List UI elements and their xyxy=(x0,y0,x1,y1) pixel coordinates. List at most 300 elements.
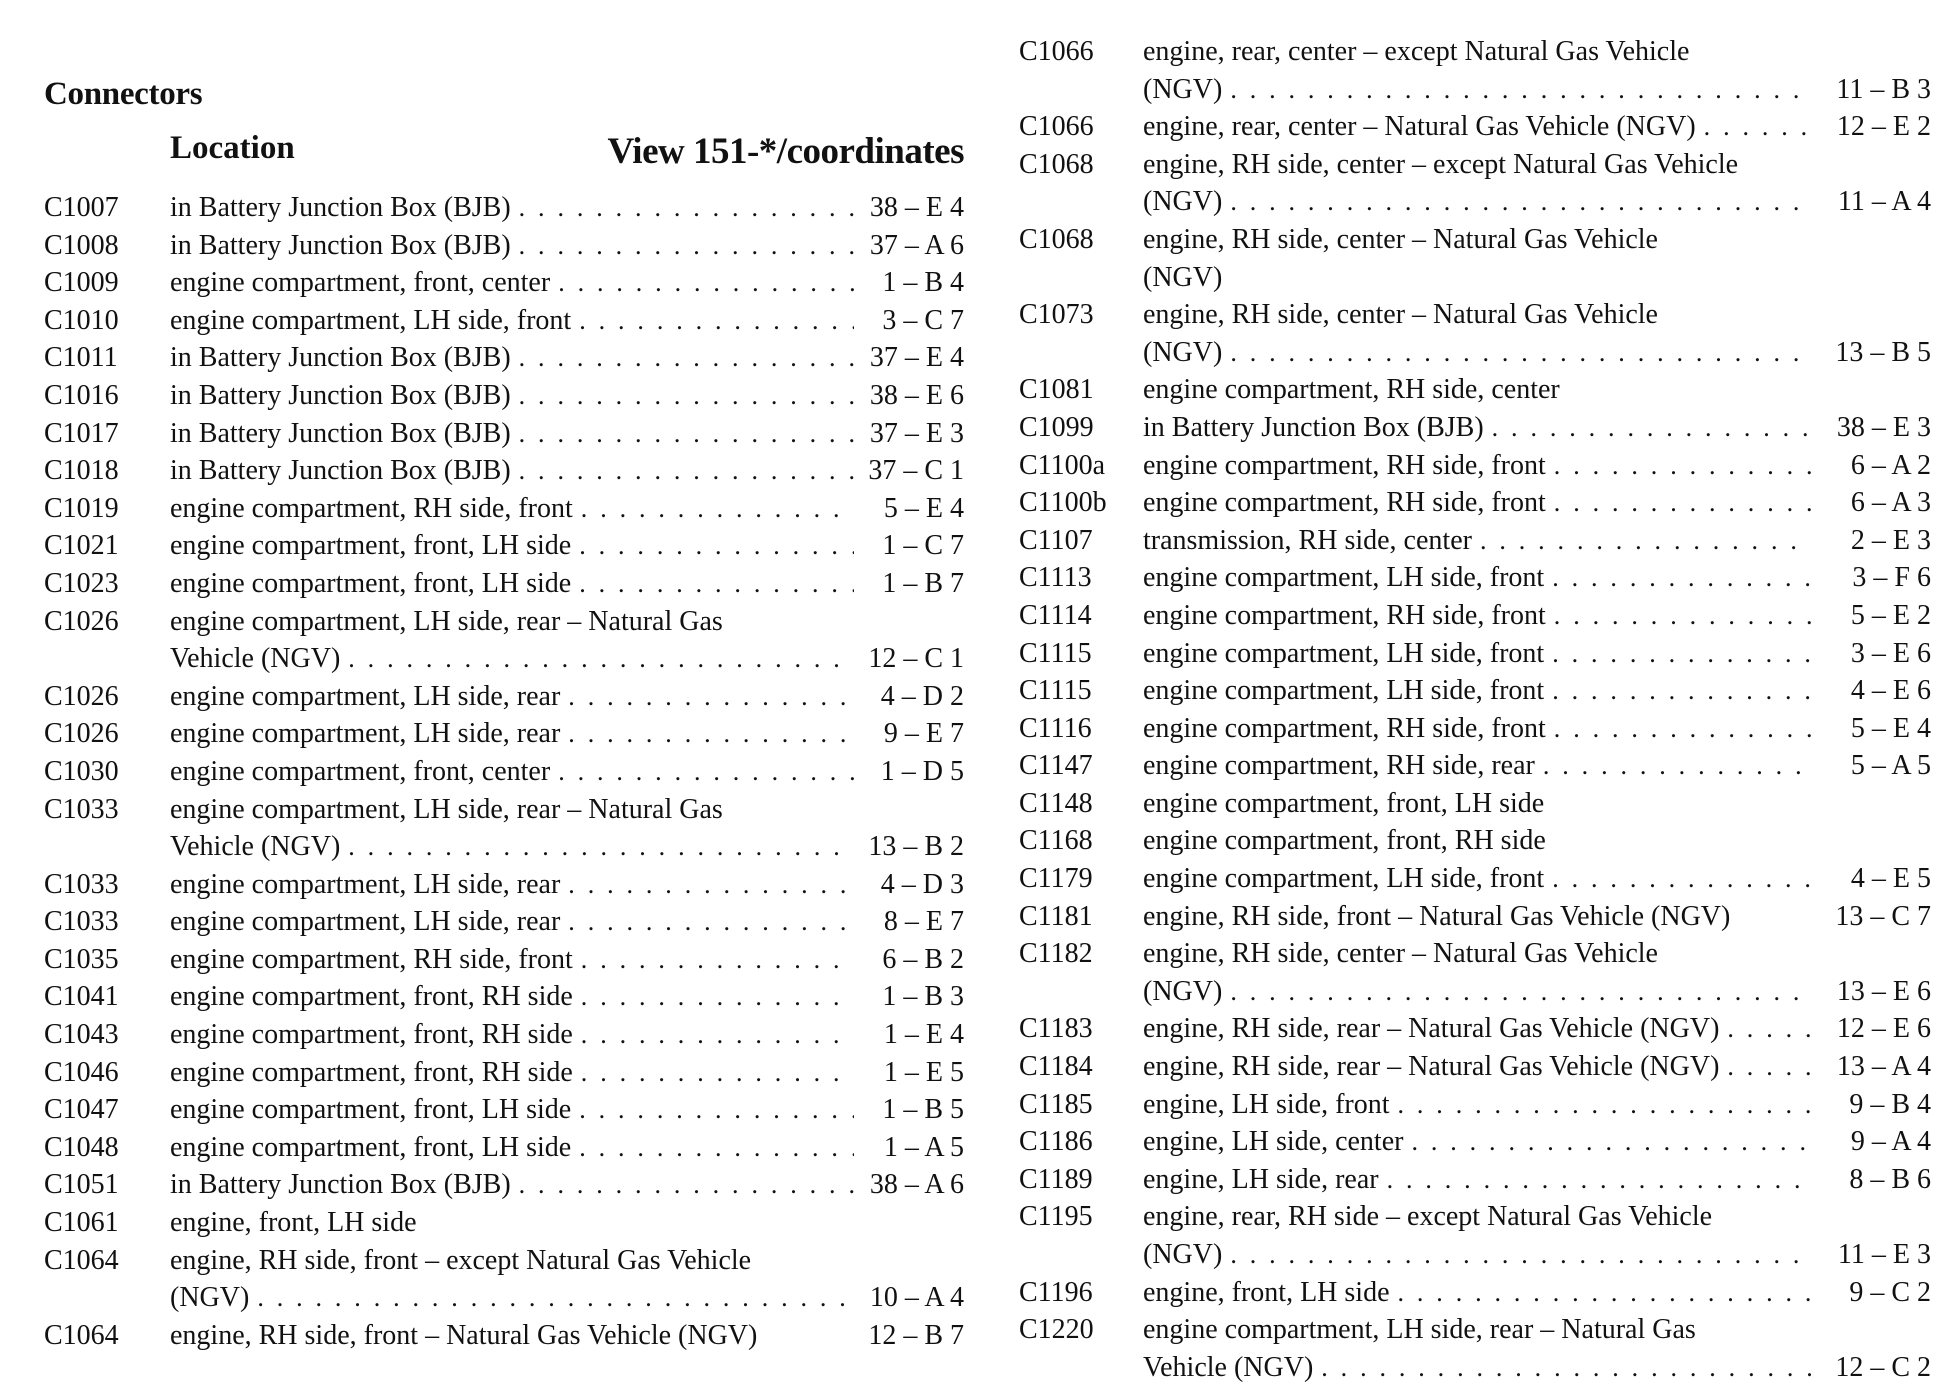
connector-location: engine compartment, front, center xyxy=(170,755,551,787)
connector-location: engine compartment, front, center xyxy=(170,267,551,299)
dot-leader xyxy=(1554,597,1811,635)
connector-coordinates: 5 – E 4 xyxy=(1850,712,1931,744)
connector-entry xyxy=(1019,710,1931,748)
connector-entry xyxy=(44,527,964,565)
connector-id: C1081 xyxy=(1019,374,1094,406)
connector-id: C1068 xyxy=(1019,223,1094,255)
dot-leader xyxy=(1727,1010,1811,1048)
dot-leader xyxy=(568,903,854,941)
dot-leader xyxy=(568,866,854,904)
connector-coordinates: 6 – A 3 xyxy=(1850,487,1931,519)
dot-leader xyxy=(1230,183,1811,221)
connector-location: engine compartment, front, LH side xyxy=(170,1131,572,1163)
connector-location: engine compartment, front, RH side xyxy=(170,1056,573,1088)
connector-id: C1026 xyxy=(44,680,119,712)
dot-leader xyxy=(1411,1123,1811,1161)
connector-location: engine compartment, RH side, front xyxy=(1143,712,1546,744)
connector-coordinates: 9 – A 4 xyxy=(1850,1126,1931,1158)
connector-id: C1064 xyxy=(44,1319,119,1351)
connector-id: C1196 xyxy=(1019,1276,1093,1308)
connector-location: engine, front, LH side xyxy=(1143,1276,1390,1308)
dot-leader xyxy=(348,640,854,678)
dot-leader xyxy=(1552,635,1811,673)
dot-leader xyxy=(1552,672,1811,710)
entry-line xyxy=(1019,484,1931,522)
connector-entry xyxy=(1019,484,1931,522)
connector-coordinates: 1 – B 4 xyxy=(882,267,964,299)
dot-leader xyxy=(579,302,854,340)
connector-location-continued: Vehicle (NGV) xyxy=(170,643,341,675)
connector-entry xyxy=(1019,221,1931,296)
entry-line xyxy=(44,189,964,227)
entry-line xyxy=(1019,635,1931,673)
connector-coordinates: 38 – A 6 xyxy=(869,1169,964,1201)
dot-leader xyxy=(1321,1349,1811,1387)
dot-leader xyxy=(519,415,854,453)
connector-id: C1182 xyxy=(1019,938,1093,970)
entry-line-continued xyxy=(1019,1349,1931,1387)
connector-location: in Battery Junction Box (BJB) xyxy=(170,229,511,261)
connector-location: engine compartment, LH side, front xyxy=(1143,562,1545,594)
connector-location: engine compartment, LH side, rear xyxy=(170,906,561,938)
connector-coordinates: 12 – E 2 xyxy=(1836,111,1931,143)
connector-coordinates: 13 – A 4 xyxy=(1836,1051,1931,1083)
connector-location: engine compartment, LH side, rear xyxy=(170,868,561,900)
connector-entry xyxy=(1019,447,1931,485)
entry-line xyxy=(1019,1086,1931,1124)
dot-leader xyxy=(1727,1048,1811,1086)
connector-entry xyxy=(44,339,964,377)
dot-leader xyxy=(519,1166,854,1204)
connector-location: in Battery Junction Box (BJB) xyxy=(170,342,511,374)
entry-line xyxy=(1019,108,1931,146)
connector-location: engine, LH side, front xyxy=(1143,1088,1390,1120)
connector-coordinates: 1 – D 5 xyxy=(880,755,964,787)
connector-entry xyxy=(1019,1161,1931,1199)
entry-line xyxy=(1019,559,1931,597)
connector-entry xyxy=(1019,371,1931,409)
connector-id: C1033 xyxy=(44,868,119,900)
entry-line xyxy=(44,978,964,1016)
dot-leader xyxy=(1554,484,1811,522)
connector-location-continued: (NGV) xyxy=(1143,336,1223,368)
connector-entry xyxy=(44,1204,964,1242)
connector-location: in Battery Junction Box (BJB) xyxy=(170,379,511,411)
connector-id: C1043 xyxy=(44,1019,119,1051)
connector-coordinates: 1 – E 5 xyxy=(883,1056,964,1088)
entry-line xyxy=(1019,935,1931,973)
connector-id: C1220 xyxy=(1019,1314,1094,1346)
entry-line xyxy=(44,941,964,979)
connector-location: in Battery Junction Box (BJB) xyxy=(170,417,511,449)
entry-line xyxy=(1019,1311,1931,1349)
connector-location: engine compartment, RH side, front xyxy=(1143,449,1546,481)
dot-leader xyxy=(1230,973,1811,1011)
connector-coordinates: 37 – A 6 xyxy=(869,229,964,261)
entry-line xyxy=(44,1054,964,1092)
connector-id: C1147 xyxy=(1019,750,1093,782)
entry-line xyxy=(44,452,964,490)
connector-entry xyxy=(44,903,964,941)
dot-leader xyxy=(1492,409,1811,447)
connector-id: C1107 xyxy=(1019,524,1093,556)
connector-location: engine compartment, LH side, rear – Natural Gas xyxy=(1143,1314,1696,1346)
connector-coordinates: 6 – A 2 xyxy=(1850,449,1931,481)
entry-line xyxy=(1019,1274,1931,1312)
connector-id: C1185 xyxy=(1019,1088,1093,1120)
connector-entry xyxy=(1019,296,1931,371)
entry-line xyxy=(44,527,964,565)
connector-entry xyxy=(44,227,964,265)
connector-id: C1019 xyxy=(44,492,119,524)
connector-location: engine, RH side, front – Natural Gas Vehicle (NGV) xyxy=(1143,900,1731,932)
dot-leader xyxy=(579,565,854,603)
connector-entry xyxy=(1019,1311,1931,1386)
dot-leader xyxy=(581,978,854,1016)
entry-line xyxy=(44,490,964,528)
entry-line xyxy=(44,1317,964,1355)
connector-id: C1066 xyxy=(1019,111,1094,143)
connector-location: engine compartment, RH side, front xyxy=(1143,599,1546,631)
connector-id: C1116 xyxy=(1019,712,1092,744)
entry-line xyxy=(44,1166,964,1204)
connector-location: engine, RH side, rear – Natural Gas Vehicle (NGV) xyxy=(1143,1013,1720,1045)
connector-location: in Battery Junction Box (BJB) xyxy=(1143,411,1484,443)
left-connector-list xyxy=(44,189,964,1354)
entry-line xyxy=(1019,221,1931,259)
connector-location: engine compartment, front, RH side xyxy=(170,981,573,1013)
connector-id: C1184 xyxy=(1019,1051,1093,1083)
dot-leader xyxy=(1230,71,1811,109)
connector-coordinates: 8 – E 7 xyxy=(883,906,964,938)
connector-coordinates: 1 – A 5 xyxy=(883,1131,964,1163)
connector-entry xyxy=(44,415,964,453)
connector-location: engine compartment, LH side, rear – Natural Gas xyxy=(170,605,723,637)
connector-coordinates: 9 – B 4 xyxy=(1849,1088,1931,1120)
connector-coordinates: 11 – A 4 xyxy=(1837,186,1931,218)
entry-line xyxy=(1019,1198,1931,1236)
entry-line xyxy=(44,603,964,641)
connector-entry xyxy=(44,452,964,490)
connector-entry xyxy=(44,1317,964,1355)
connector-id: C1026 xyxy=(44,718,119,750)
connector-entry xyxy=(1019,747,1931,785)
connector-coordinates: 11 – B 3 xyxy=(1836,73,1931,105)
entry-line xyxy=(44,302,964,340)
connector-entry xyxy=(44,490,964,528)
connector-coordinates: 3 – C 7 xyxy=(882,304,964,336)
connector-entry xyxy=(44,978,964,1016)
connector-location: in Battery Junction Box (BJB) xyxy=(170,455,511,487)
connector-location: engine compartment, front, LH side xyxy=(170,530,572,562)
connector-id: C1026 xyxy=(44,605,119,637)
connector-location-continued: (NGV) xyxy=(1143,261,1223,293)
connector-location: engine compartment, LH side, rear xyxy=(170,680,561,712)
connector-entry xyxy=(1019,597,1931,635)
entry-line xyxy=(1019,447,1931,485)
dot-leader xyxy=(1552,559,1811,597)
connector-coordinates: 12 – C 1 xyxy=(868,643,964,675)
dot-leader xyxy=(568,678,854,716)
connector-id: C1168 xyxy=(1019,825,1093,857)
entry-line xyxy=(1019,672,1931,710)
connector-location: in Battery Junction Box (BJB) xyxy=(170,1169,511,1201)
connector-id: C1183 xyxy=(1019,1013,1093,1045)
connector-coordinates: 3 – F 6 xyxy=(1852,562,1931,594)
entry-line xyxy=(1019,371,1931,409)
connector-location: engine, front, LH side xyxy=(170,1207,417,1239)
connector-id: C1008 xyxy=(44,229,119,261)
connector-entry xyxy=(44,1129,964,1167)
connector-location: engine compartment, front, LH side xyxy=(170,1094,572,1126)
connector-location: engine compartment, LH side, front xyxy=(1143,863,1545,895)
connector-entry xyxy=(44,1242,964,1317)
dot-leader xyxy=(1398,1086,1812,1124)
connector-location: engine, rear, center – Natural Gas Vehicle (NGV) xyxy=(1143,111,1696,143)
entry-line xyxy=(1019,1048,1931,1086)
connector-location: engine, RH side, front – except Natural Gas Vehicle xyxy=(170,1244,752,1276)
connector-entry xyxy=(44,941,964,979)
connector-entry xyxy=(44,1091,964,1129)
connector-entry xyxy=(1019,146,1931,221)
connector-id: C1195 xyxy=(1019,1201,1093,1233)
connector-coordinates: 1 – E 4 xyxy=(883,1019,964,1051)
entry-line xyxy=(1019,296,1931,334)
connector-coordinates: 9 – E 7 xyxy=(883,718,964,750)
entry-line xyxy=(44,678,964,716)
connector-entry xyxy=(44,302,964,340)
connector-coordinates: 5 – E 4 xyxy=(883,492,964,524)
dot-leader xyxy=(1480,522,1811,560)
connector-coordinates: 4 – D 2 xyxy=(880,680,964,712)
entry-line-continued xyxy=(1019,334,1931,372)
connector-id: C1148 xyxy=(1019,787,1093,819)
connector-entry xyxy=(1019,409,1931,447)
connector-id: C1064 xyxy=(44,1244,119,1276)
connector-entry xyxy=(1019,1048,1931,1086)
entry-line xyxy=(44,1016,964,1054)
dot-leader xyxy=(1552,860,1811,898)
connector-coordinates: 1 – B 7 xyxy=(882,567,964,599)
section-title: Connectors xyxy=(44,76,203,112)
connector-entry xyxy=(1019,33,1931,108)
entry-line xyxy=(44,753,964,791)
dot-leader xyxy=(558,753,854,791)
connector-coordinates: 38 – E 6 xyxy=(869,379,964,411)
entry-line xyxy=(1019,860,1931,898)
dot-leader xyxy=(1543,747,1811,785)
connector-location: engine, RH side, rear – Natural Gas Vehicle (NGV) xyxy=(1143,1051,1720,1083)
connector-coordinates: 6 – B 2 xyxy=(882,943,964,975)
dot-leader xyxy=(1230,1236,1811,1274)
connector-id: C1048 xyxy=(44,1131,119,1163)
connector-entry xyxy=(1019,635,1931,673)
connector-entry xyxy=(44,264,964,302)
connector-coordinates: 13 – E 6 xyxy=(1836,975,1931,1007)
dot-leader xyxy=(558,264,854,302)
entry-line xyxy=(1019,710,1931,748)
connector-id: C1115 xyxy=(1019,675,1092,707)
connector-id: C1061 xyxy=(44,1207,119,1239)
entry-line xyxy=(44,715,964,753)
entry-line xyxy=(1019,597,1931,635)
connector-id: C1189 xyxy=(1019,1163,1093,1195)
connector-location: engine compartment, front, RH side xyxy=(1143,825,1546,857)
entry-line xyxy=(1019,522,1931,560)
connector-coordinates: 13 – B 5 xyxy=(1835,336,1931,368)
connector-entry xyxy=(1019,108,1931,146)
entry-line xyxy=(44,866,964,904)
connector-location-continued: (NGV) xyxy=(1143,73,1223,105)
view-coordinates-column-header: View 151-*/coordinates xyxy=(607,131,964,172)
entry-line-continued xyxy=(1019,71,1931,109)
connector-coordinates: 5 – E 2 xyxy=(1850,599,1931,631)
connector-location: engine, RH side, center – Natural Gas Vehicle xyxy=(1143,223,1658,255)
connector-entry xyxy=(1019,522,1931,560)
connector-entry xyxy=(44,189,964,227)
connector-location-continued: Vehicle (NGV) xyxy=(170,831,341,863)
connector-location: transmission, RH side, center xyxy=(1143,524,1472,556)
connector-entry xyxy=(44,753,964,791)
connector-coordinates: 12 – C 2 xyxy=(1835,1351,1931,1383)
connector-id: C1179 xyxy=(1019,863,1093,895)
connector-id: C1181 xyxy=(1019,900,1093,932)
entry-line xyxy=(1019,146,1931,184)
connector-location: engine compartment, LH side, front xyxy=(170,304,572,336)
connector-coordinates: 3 – E 6 xyxy=(1850,637,1931,669)
connector-coordinates: 13 – B 2 xyxy=(868,831,964,863)
dot-leader xyxy=(1704,108,1811,146)
connector-id: C1011 xyxy=(44,342,118,374)
connector-coordinates: 12 – B 7 xyxy=(868,1319,964,1351)
connector-id: C1046 xyxy=(44,1056,119,1088)
connector-id: C1018 xyxy=(44,455,119,487)
connector-entry xyxy=(44,866,964,904)
connector-entry xyxy=(1019,1198,1931,1273)
right-connector-list xyxy=(1019,33,1931,1386)
dot-leader xyxy=(1554,447,1811,485)
connector-id: C1047 xyxy=(44,1094,119,1126)
entry-line xyxy=(1019,747,1931,785)
connector-coordinates: 5 – A 5 xyxy=(1850,750,1931,782)
connector-id: C1115 xyxy=(1019,637,1092,669)
connector-id: C1100a xyxy=(1019,449,1106,481)
entry-line xyxy=(44,903,964,941)
connector-coordinates: 1 – B 3 xyxy=(882,981,964,1013)
location-column-header: Location xyxy=(170,130,295,166)
connector-coordinates: 38 – E 4 xyxy=(869,192,964,223)
connector-entry xyxy=(44,715,964,753)
connector-location-continued: Vehicle (NGV) xyxy=(1143,1351,1314,1383)
connector-location-continued: (NGV) xyxy=(1143,186,1223,218)
dot-leader xyxy=(519,189,854,227)
connector-coordinates: 10 – A 4 xyxy=(869,1282,964,1314)
connector-location-continued: (NGV) xyxy=(1143,975,1223,1007)
connector-location: engine, rear, RH side – except Natural Gas Vehicle xyxy=(1143,1201,1713,1233)
entry-line xyxy=(44,339,964,377)
connector-location: engine, RH side, center – Natural Gas Vehicle xyxy=(1143,938,1658,970)
connector-entry xyxy=(44,603,964,678)
connector-location: in Battery Junction Box (BJB) xyxy=(170,192,511,223)
connector-coordinates: 4 – E 6 xyxy=(1850,675,1931,707)
entry-line xyxy=(44,1204,964,1242)
connector-coordinates: 37 – C 1 xyxy=(868,455,964,487)
connector-location: engine compartment, RH side, center xyxy=(1143,374,1560,406)
connector-location: engine, LH side, rear xyxy=(1143,1163,1379,1195)
connector-coordinates: 11 – E 3 xyxy=(1837,1239,1931,1270)
connector-coordinates: 1 – B 5 xyxy=(882,1094,964,1126)
connector-entry xyxy=(1019,935,1931,1010)
connector-location: engine compartment, RH side, front xyxy=(170,492,573,524)
connector-coordinates: 37 – E 3 xyxy=(869,417,964,449)
connector-entry xyxy=(1019,1274,1931,1312)
connector-id: C1010 xyxy=(44,304,119,336)
dot-leader xyxy=(581,1054,854,1092)
dot-leader xyxy=(1554,710,1811,748)
connector-id: C1068 xyxy=(1019,148,1094,180)
connector-entry xyxy=(44,377,964,415)
entry-line xyxy=(44,377,964,415)
entry-line xyxy=(44,1242,964,1280)
dot-leader xyxy=(519,339,854,377)
connector-location: engine compartment, LH side, front xyxy=(1143,675,1545,707)
connector-id: C1030 xyxy=(44,755,119,787)
dot-leader xyxy=(568,715,854,753)
dot-leader xyxy=(519,377,854,415)
dot-leader xyxy=(1398,1274,1812,1312)
connector-entry xyxy=(44,678,964,716)
entry-line xyxy=(1019,33,1931,71)
connector-location: engine compartment, LH side, rear xyxy=(170,718,561,750)
entry-line xyxy=(44,227,964,265)
entry-line-continued xyxy=(1019,973,1931,1011)
entry-line xyxy=(44,415,964,453)
dot-leader xyxy=(519,227,854,265)
connector-id: C1016 xyxy=(44,379,119,411)
connector-location: engine, RH side, center – except Natural Gas Vehicle xyxy=(1143,148,1739,180)
dot-leader xyxy=(581,490,854,528)
connector-location: engine compartment, LH side, rear – Natural Gas xyxy=(170,793,723,825)
connector-location: engine compartment, RH side, front xyxy=(1143,487,1546,519)
connector-coordinates: 9 – C 2 xyxy=(1849,1276,1931,1308)
entry-line xyxy=(1019,409,1931,447)
connector-entry xyxy=(1019,822,1931,860)
connector-location: engine, rear, center – except Natural Gas Vehicle xyxy=(1143,36,1690,67)
connector-entry xyxy=(44,1166,964,1204)
entry-line xyxy=(1019,822,1931,860)
entry-line xyxy=(44,1091,964,1129)
connector-location: engine compartment, front, LH side xyxy=(170,567,572,599)
entry-line-continued xyxy=(1019,259,1931,297)
entry-line xyxy=(44,565,964,603)
dot-leader xyxy=(348,828,854,866)
connector-coordinates: 8 – B 6 xyxy=(1849,1163,1931,1195)
entry-line xyxy=(44,791,964,829)
entry-line-continued xyxy=(1019,1236,1931,1274)
connector-coordinates: 4 – E 5 xyxy=(1850,863,1931,895)
connector-entry xyxy=(1019,860,1931,898)
entry-line-continued xyxy=(44,1279,964,1317)
dot-leader xyxy=(579,1129,854,1167)
connector-entry xyxy=(1019,672,1931,710)
connector-entry xyxy=(44,1054,964,1092)
dot-leader xyxy=(581,1016,854,1054)
entry-line-continued xyxy=(44,640,964,678)
connector-location: engine compartment, LH side, front xyxy=(1143,637,1545,669)
dot-leader xyxy=(1230,334,1811,372)
dot-leader xyxy=(1387,1161,1811,1199)
entry-line xyxy=(44,264,964,302)
